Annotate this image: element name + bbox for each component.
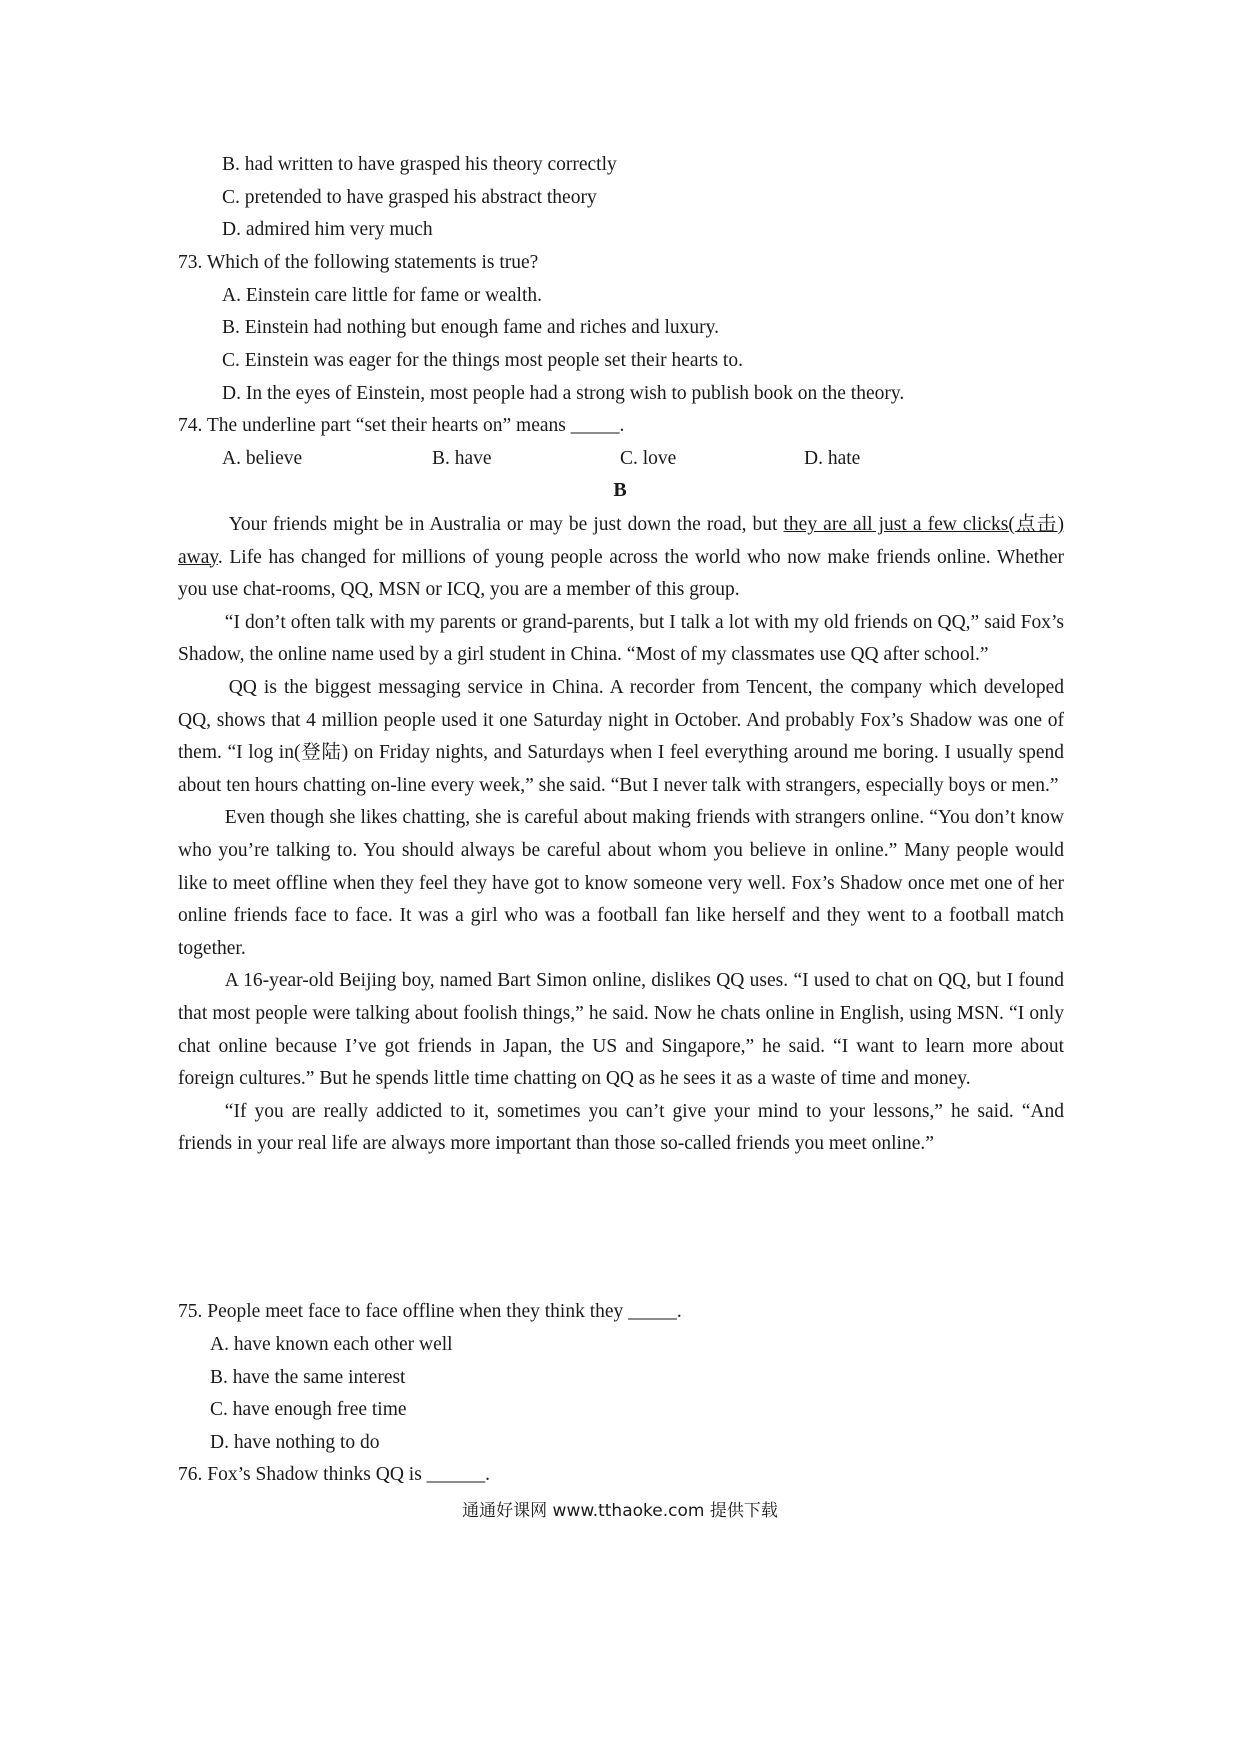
q74-option-b: B. have bbox=[432, 448, 492, 469]
reading-passage bbox=[178, 509, 1064, 1161]
q73-option-d: D. In the eyes of Einstein, most people had a strong wish to publish book on the theory. bbox=[222, 383, 905, 404]
passage-paragraph-6: “If you are really addicted to it, sometimes you can’t give your mind to your lessons,” he said. “And friends in your real life are always more important than those so-called friends you meet online.” bbox=[178, 1100, 1064, 1155]
q75-option-a: A. have known each other well bbox=[210, 1334, 453, 1355]
paragraph-1-text: Your friends might be in Australia or may be just down the road, but bbox=[228, 514, 784, 535]
section-heading: B bbox=[613, 479, 627, 501]
q75-option-c: C. have enough free time bbox=[210, 1399, 407, 1420]
page-footer: 通通好课网 www.tthaoke.com 提供下载 bbox=[462, 1501, 778, 1521]
q73-option-a: A. Einstein care little for fame or wealth. bbox=[222, 285, 542, 306]
paragraph-1-text-rest: . Life has changed for millions of young people across the world who now make friends online. Whether you use chat-rooms, QQ, MSN or ICQ, you are a member of this group. bbox=[178, 546, 1064, 601]
q75-stem: 75. People meet face to face offline when they think they _____. bbox=[178, 1301, 682, 1322]
q74-option-a: A. believe bbox=[222, 448, 303, 469]
q72-option-d: D. admired him very much bbox=[222, 219, 433, 240]
passage-paragraph-3: QQ is the biggest messaging service in China. A recorder from Tencent, the company which developed QQ, shows that 4 million people used it one Saturday night in October. And probably Fox’s Shadow was one of them. “I log in(登陆) on Friday nights, and Saturdays when I feel everything around me boring. I usually spend about ten hours chatting on-line every week,” she said. “But I never talk with strangers, especially boys or men.” bbox=[178, 676, 1064, 796]
q73-stem: 73. Which of the following statements is true? bbox=[178, 252, 539, 273]
q75-option-d: D. have nothing to do bbox=[210, 1432, 380, 1453]
passage-paragraph-2: “I don’t often talk with my parents or grand-parents, but I talk a lot with my old friends on QQ,” said Fox’s Shadow, the online name used by a girl student in China. “Most of my classmates use QQ after school.” bbox=[178, 611, 1064, 666]
q74-option-c: C. love bbox=[620, 448, 677, 469]
passage-paragraph-4: Even though she likes chatting, she is careful about making friends with strangers online. “You don’t know who you’re talking to. You should always be careful about whom you believe in online.” Many people would like to meet offline when they feel they have got to know someone very well. Fox’s Shadow once met one of her online friends face to face. It was a girl who was a football fan like herself and they went to a football match together. bbox=[178, 807, 1064, 959]
q75-option-b: B. have the same interest bbox=[210, 1367, 406, 1388]
q74-option-d: D. hate bbox=[804, 448, 861, 469]
q72-option-c: C. pretended to have grasped his abstract theory bbox=[222, 187, 597, 208]
q73-option-c: C. Einstein was eager for the things most people set their hearts to. bbox=[222, 350, 743, 371]
q76-stem: 76. Fox’s Shadow thinks QQ is ______. bbox=[178, 1464, 491, 1485]
passage-paragraph-5: A 16-year-old Beijing boy, named Bart Simon online, dislikes QQ uses. “I used to chat on QQ, but I found that most people were talking about foolish things,” he said. Now he chats online in English, using MSN. “I only chat online because I’ve got friends in Japan, the US and Singapore,” he said. “I want to learn more about foreign cultures.” But he spends little time chatting on QQ as he sees it as a waste of time and money. bbox=[178, 970, 1064, 1090]
q74-stem: 74. The underline part “set their hearts on” means _____. bbox=[178, 415, 625, 436]
q73-option-b: B. Einstein had nothing but enough fame and riches and luxury. bbox=[222, 317, 719, 338]
passage-paragraph-1 bbox=[178, 509, 1064, 607]
underlined-phrase: they are all just a few clicks(点击) away bbox=[178, 514, 1064, 568]
q74-options-row bbox=[222, 443, 922, 476]
q72-option-b: B. had written to have grasped his theory correctly bbox=[222, 154, 617, 175]
